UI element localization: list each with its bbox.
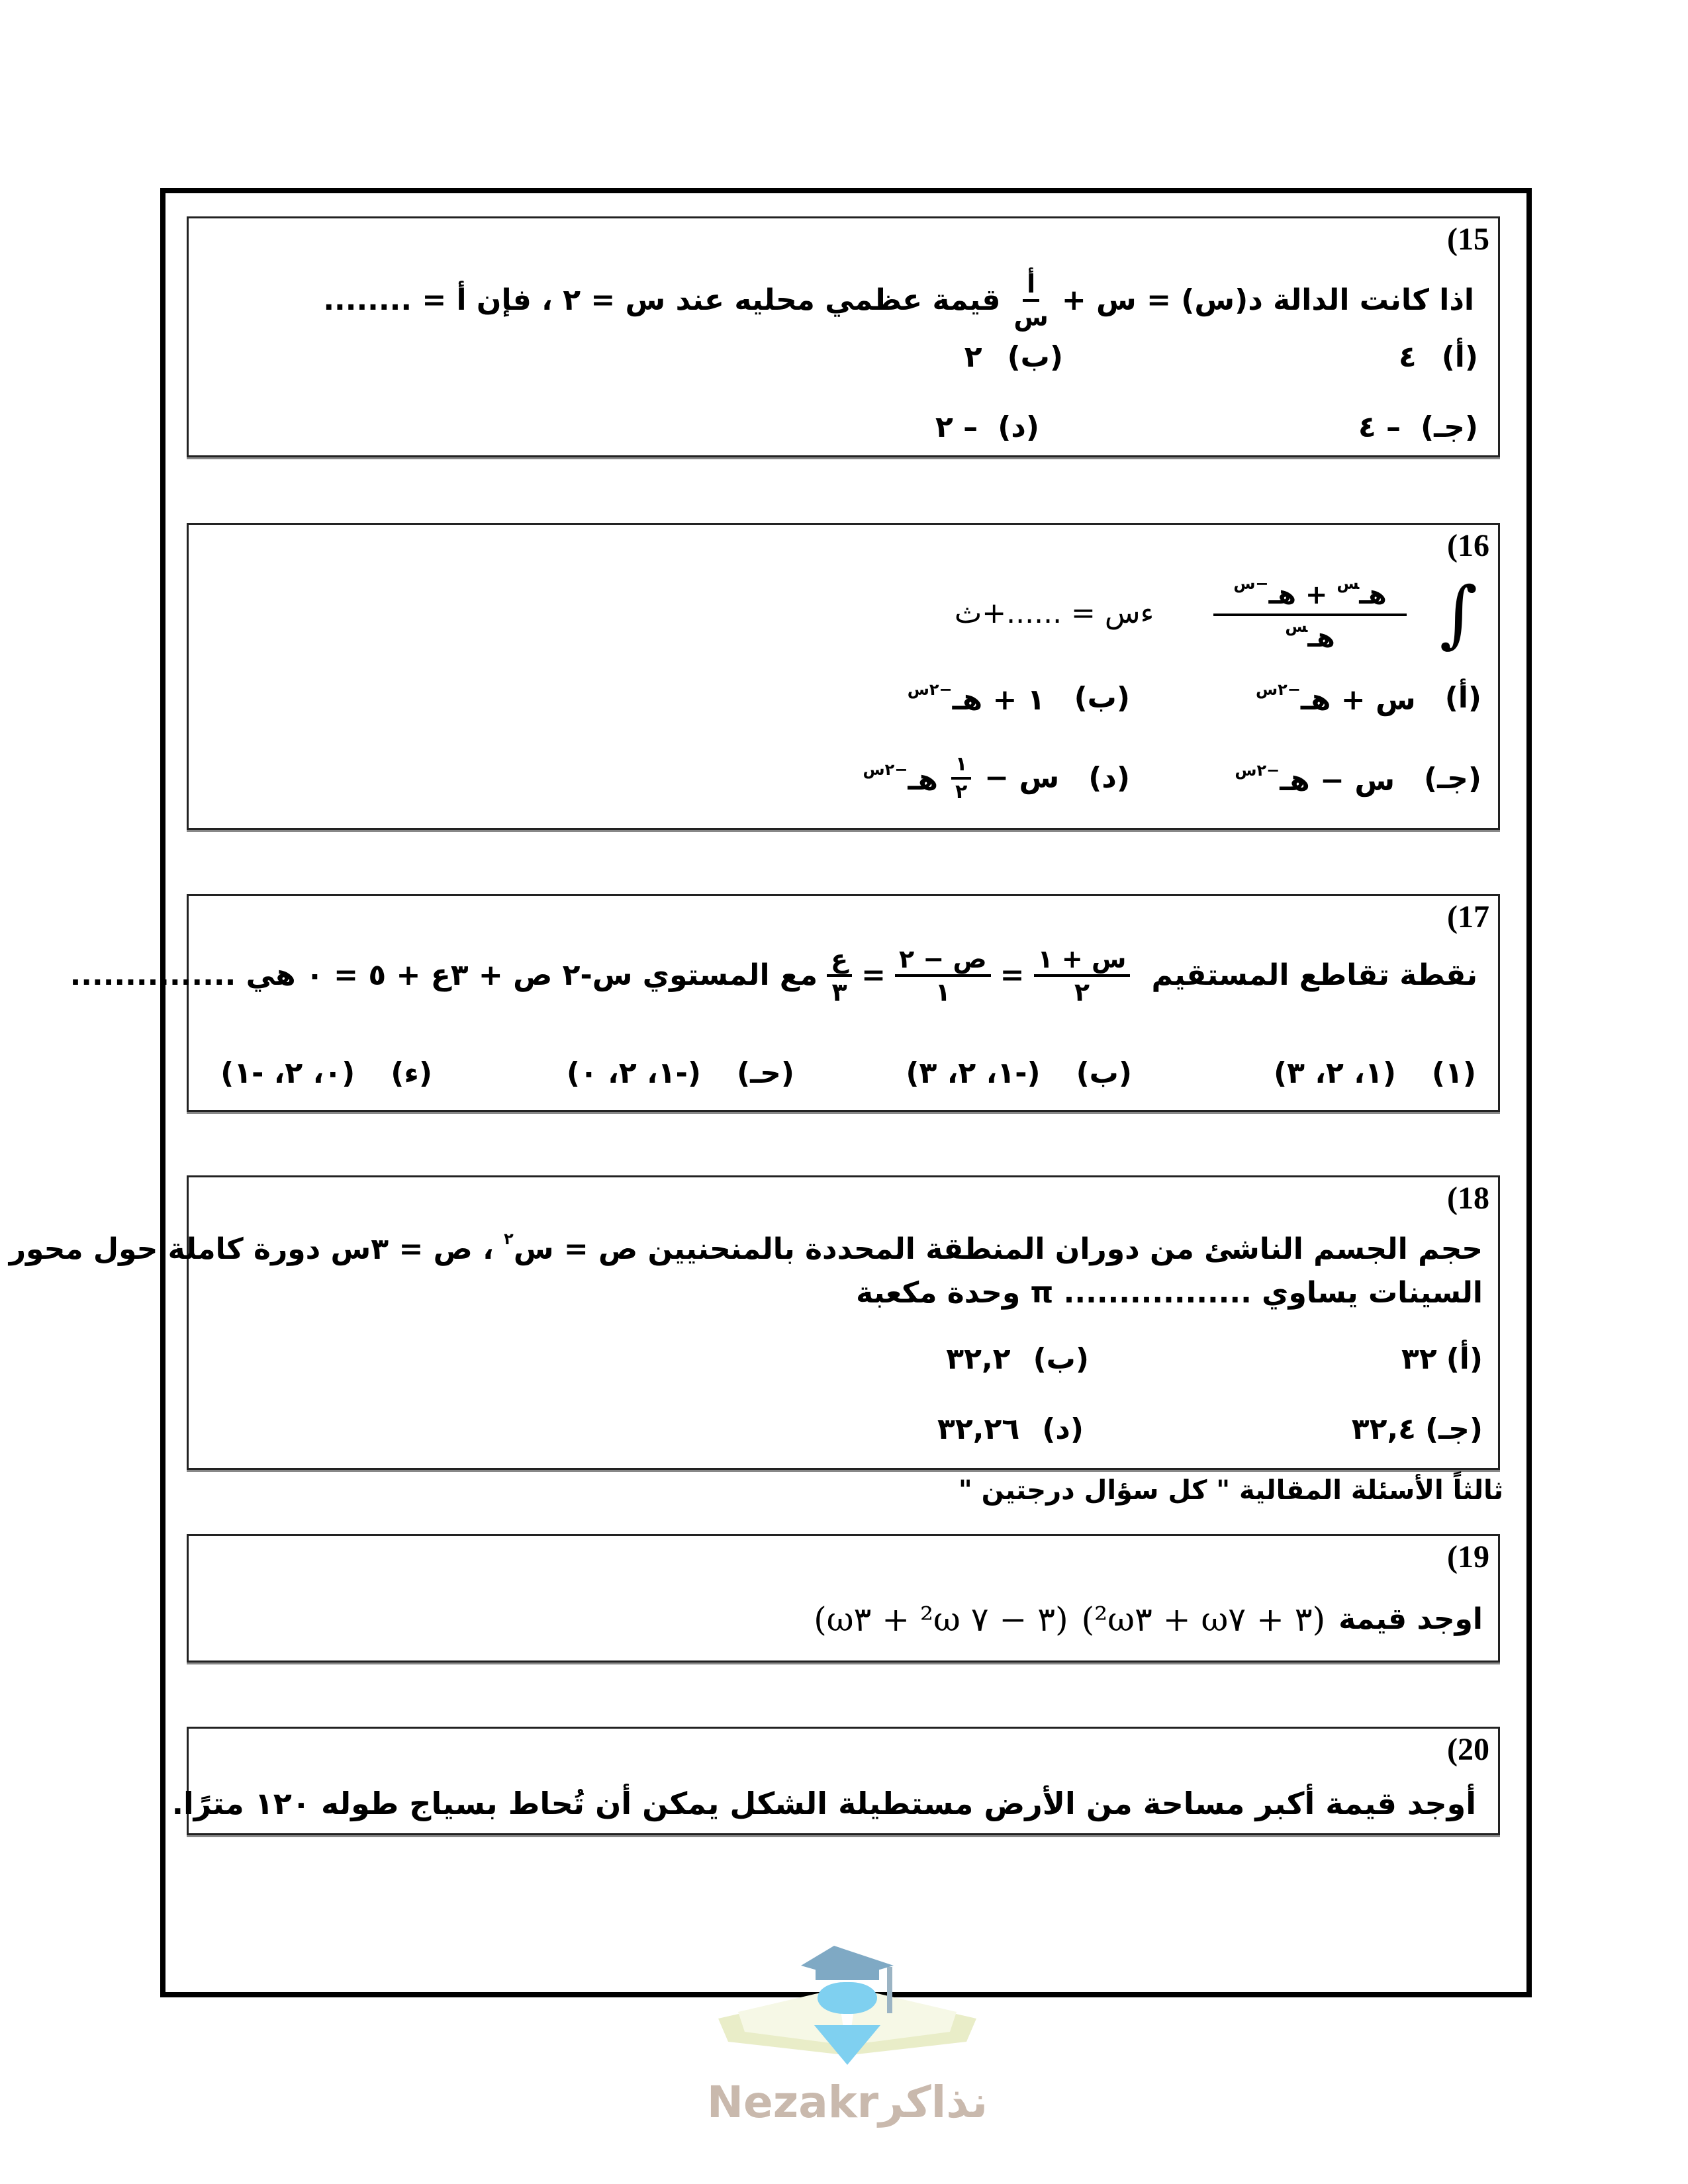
option-a[interactable]	[1256, 682, 1481, 715]
stem-part: حجم الجسم الناشئ من دوران المنطقة المحددة بالمنحنيين ص = س	[513, 1232, 1483, 1266]
stem-part: ءس = ......+ث	[954, 596, 1154, 630]
equals: =	[861, 958, 886, 992]
option-value	[1235, 762, 1395, 796]
question-19-box	[187, 1534, 1500, 1662]
graduate-book-icon	[702, 1919, 993, 2071]
option-b[interactable]	[946, 1342, 1089, 1376]
option-label: (د)	[1042, 1412, 1084, 1446]
option-label: (أ)	[1444, 681, 1481, 715]
stem-part: ، ص = ٣س دورة كاملة حول محور	[9, 1232, 504, 1266]
stem-part: قيمة عظمي محليه عند س = ٢ ، فإن أ = ........	[323, 283, 1001, 317]
integral-sign: ∫	[1439, 571, 1477, 656]
option-d[interactable]	[937, 1412, 1084, 1446]
option-c[interactable]	[566, 1056, 794, 1090]
option-value	[1256, 682, 1416, 715]
question-16-stem	[954, 571, 1477, 656]
stem-part: اوجد قيمة	[1338, 1602, 1483, 1636]
option-label: (ب)	[1076, 1056, 1132, 1090]
logo-text-arabic: نذاكر	[878, 2077, 988, 2128]
question-number: (19	[1447, 1539, 1489, 1574]
option-label: (ب)	[1007, 340, 1063, 374]
stem-part: نقطة تقاطع المستقيم	[1151, 958, 1477, 992]
option-label: (١)	[1431, 1056, 1476, 1090]
equals: =	[1000, 958, 1025, 992]
base: هـ	[1268, 580, 1296, 610]
option-label: (أ)	[1446, 1342, 1483, 1376]
option-value: – ٢	[935, 410, 978, 444]
question-number: (20	[1447, 1732, 1489, 1767]
base: س − هـ	[1280, 764, 1395, 797]
question-15-stem	[323, 271, 1474, 330]
question-number: (17	[1447, 899, 1489, 934]
question-17-stem	[70, 946, 1477, 1005]
stem-part: اذا كانت الدالة د(س) = س +	[1061, 283, 1474, 317]
option-c[interactable]	[1351, 1412, 1483, 1446]
question-19-stem	[814, 1600, 1483, 1639]
numerator: ص − ٢	[895, 946, 991, 977]
question-number: (16	[1447, 528, 1489, 563]
option-label: (د)	[1088, 761, 1130, 795]
option-d[interactable]	[935, 410, 1039, 444]
exponent: س	[1285, 617, 1308, 636]
option-label: (ء)	[391, 1056, 432, 1090]
denominator: ٢	[1074, 978, 1090, 1007]
denominator: ٣	[831, 978, 847, 1007]
question-18-line-1	[9, 1231, 1483, 1264]
fraction	[1213, 576, 1406, 651]
exponent: −٢س	[1256, 680, 1301, 699]
logo-text-latin: Nezakr	[706, 2077, 879, 2128]
expression: (ω٣ + ²ω ٧ − ٣)	[814, 1600, 1068, 1639]
exponent: ٢	[504, 1230, 514, 1248]
option-value: (-١، ٢، ٠)	[566, 1056, 702, 1090]
option-value	[908, 682, 1045, 715]
option-value: ٣٢	[1401, 1342, 1437, 1376]
option-value: (٠، ٢، -١)	[220, 1056, 355, 1090]
option-label: (د)	[998, 410, 1039, 444]
numerator	[1213, 576, 1406, 616]
question-18-box	[187, 1175, 1500, 1470]
option-label: (ب)	[1074, 681, 1130, 715]
denominator: ١	[935, 978, 951, 1007]
plus: +	[1305, 580, 1328, 610]
option-c[interactable]	[1235, 762, 1481, 796]
option-b[interactable]	[908, 682, 1130, 715]
numerator: ع	[827, 946, 852, 977]
exponent: س	[1336, 574, 1360, 593]
fraction	[1013, 271, 1048, 330]
option-label: (أ)	[1441, 340, 1478, 374]
section-heading: ثالثاً الأسئلة المقالية " كل سؤال درجتين "	[958, 1475, 1503, 1506]
option-value: – ٤	[1358, 410, 1401, 444]
question-number: (18	[1447, 1181, 1489, 1216]
exponent: −٢س	[1235, 761, 1280, 780]
option-d[interactable]	[863, 754, 1130, 802]
option-a[interactable]	[1401, 1342, 1483, 1376]
option-a[interactable]	[1398, 340, 1478, 374]
base: س + هـ	[1300, 683, 1416, 717]
option-label: (جـ)	[1425, 1412, 1483, 1446]
base: هـ	[1307, 623, 1335, 653]
option-b[interactable]	[906, 1056, 1132, 1090]
base: هـ	[908, 763, 938, 797]
numerator: س + ١	[1034, 946, 1131, 977]
exponent: −٢س	[863, 760, 908, 779]
base: ١ + هـ	[952, 683, 1045, 717]
nezakr-logo	[702, 1919, 993, 2131]
expression: (²ω٣ + ω٧ + ٣)	[1081, 1600, 1326, 1639]
option-value: (-١، ٢، ٣)	[906, 1056, 1041, 1090]
option-value	[863, 762, 938, 795]
option-value: ٤	[1398, 340, 1417, 374]
denominator: ٢	[955, 780, 968, 803]
numerator: ١	[951, 754, 971, 780]
option-value: (١، ٢، ٣)	[1274, 1056, 1396, 1090]
question-20-stem: أوجد قيمة أكبر مساحة من الأرض مستطيلة الشكل يمكن أن تُحاط بسياج طوله ١٢٠ مترًا.	[171, 1786, 1476, 1821]
option-value: ٢	[964, 340, 982, 374]
option-value: ٣٢,٢	[946, 1342, 1011, 1376]
base: س −	[984, 761, 1060, 795]
option-label: (حـ)	[737, 1056, 794, 1090]
fraction	[895, 946, 991, 1005]
option-label: (ب)	[1033, 1342, 1089, 1376]
stem-part: مع المستوي س-٢ ص + ٣ع + ٥ = ٠ هي ...............	[70, 958, 818, 992]
base: هـ	[1359, 580, 1387, 610]
fraction	[827, 946, 852, 1005]
half-fraction	[951, 754, 971, 802]
option-a[interactable]	[1274, 1056, 1476, 1090]
question-18-line-2: السينات يساوي ................. π وحدة مكعبة	[856, 1276, 1483, 1310]
denominator: س	[1013, 302, 1049, 332]
option-label: (جـ)	[1424, 762, 1481, 796]
question-number: (15	[1447, 222, 1489, 257]
exponent: −س	[1233, 574, 1269, 593]
question-15-box	[187, 216, 1500, 457]
fraction	[1034, 946, 1131, 1005]
option-b[interactable]	[964, 340, 1063, 374]
option-value: ٣٢,٢٦	[937, 1412, 1020, 1446]
denominator	[1285, 616, 1335, 651]
option-value: ٣٢,٤	[1351, 1412, 1417, 1446]
option-label: (جـ)	[1421, 410, 1478, 444]
exponent: −٢س	[907, 680, 953, 699]
numerator: أ	[1023, 271, 1039, 302]
option-c[interactable]	[1358, 410, 1478, 444]
option-d[interactable]	[220, 1056, 432, 1090]
